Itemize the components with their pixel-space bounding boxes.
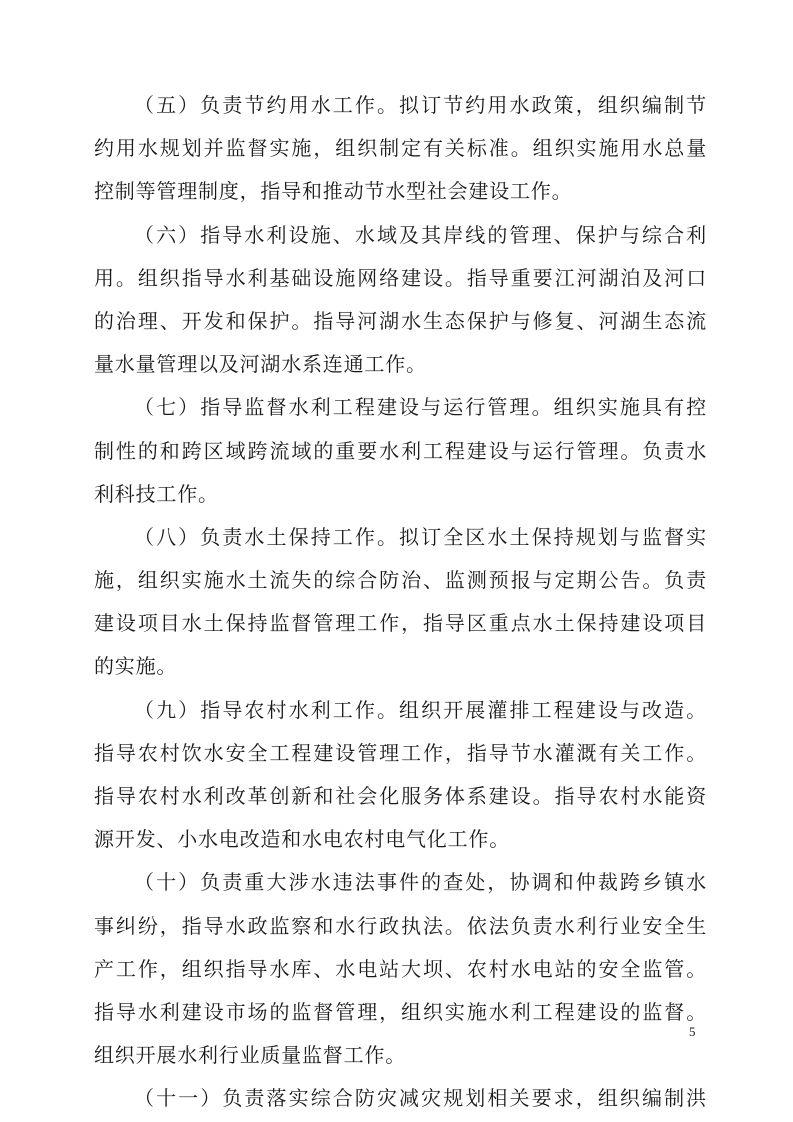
paragraph: [94, 1077, 707, 1120]
text-line: 指导农村水利改革创新和社会化服务体系建设。指导农村水能资: [94, 784, 707, 808]
text-line: 源开发、小水电改造和水电农村电气化工作。: [94, 827, 510, 852]
text-line: 建设项目水土保持监督管理工作，指导区重点水土保持建设项目: [94, 611, 707, 636]
page-number: 5: [689, 1024, 696, 1039]
paragraph: [94, 386, 707, 516]
text-line: 产工作，组织指导水库、水电站大坝、农村水电站的安全监管。: [94, 956, 707, 981]
text-line: 的治理、开发和保护。指导河湖水生态保护与修复、河湖生态流: [94, 308, 707, 333]
text-line: 量水量管理以及河湖水系连通工作。: [94, 352, 427, 377]
text-line: 事纠纷，指导水政监察和水行政执法。依法负责水利行业安全生: [94, 913, 707, 938]
text-line: 指导农村饮水安全工程建设管理工作，指导节水灌溉有关工作。: [94, 740, 707, 765]
text-line: （十）负责重大涉水违法事件的查处，协调和仲裁跨乡镇水: [134, 870, 707, 895]
paragraph: [94, 861, 707, 1077]
text-line: （八）负责水土保持工作。拟订全区水土保持规划与监督实: [134, 524, 707, 549]
text-line: （七）指导监督水利工程建设与运行管理。组织实施具有控: [134, 395, 707, 420]
document-body: [94, 84, 707, 1121]
text-line: 用。组织指导水利基础设施网络建设。指导重要江河湖泊及河口: [94, 265, 707, 290]
paragraph: [94, 516, 707, 689]
text-line: 控制等管理制度，指导和推动节水型社会建设工作。: [94, 179, 573, 204]
text-line: 约用水规划并监督实施，组织制定有关标准。组织实施用水总量: [94, 136, 707, 161]
text-line: 指导水利建设市场的监督管理，组织实施水利工程建设的监督。: [94, 999, 707, 1024]
text-line: 组织开展水利行业质量监督工作。: [94, 1043, 406, 1068]
text-line: 的实施。: [94, 654, 178, 679]
text-line: （九）指导农村水利工作。组织开展灌排工程建设与改造。: [134, 697, 707, 722]
paragraph: [94, 214, 707, 387]
paragraph: [94, 84, 707, 214]
text-line: 施，组织实施水土流失的综合防治、监测预报与定期公告。负责: [94, 568, 707, 593]
paragraph: [94, 689, 707, 862]
text-line: （十一）负责落实综合防灾减灾规划相关要求，组织编制洪: [134, 1086, 707, 1111]
text-line: （五）负责节约用水工作。拟订节约用水政策，组织编制节: [134, 93, 707, 117]
text-line: 制性的和跨区域跨流域的重要水利工程建设与运行管理。负责水: [94, 438, 707, 463]
text-line: 利科技工作。: [94, 481, 219, 506]
text-line: （六）指导水利设施、水域及其岸线的管理、保护与综合利: [134, 222, 707, 247]
